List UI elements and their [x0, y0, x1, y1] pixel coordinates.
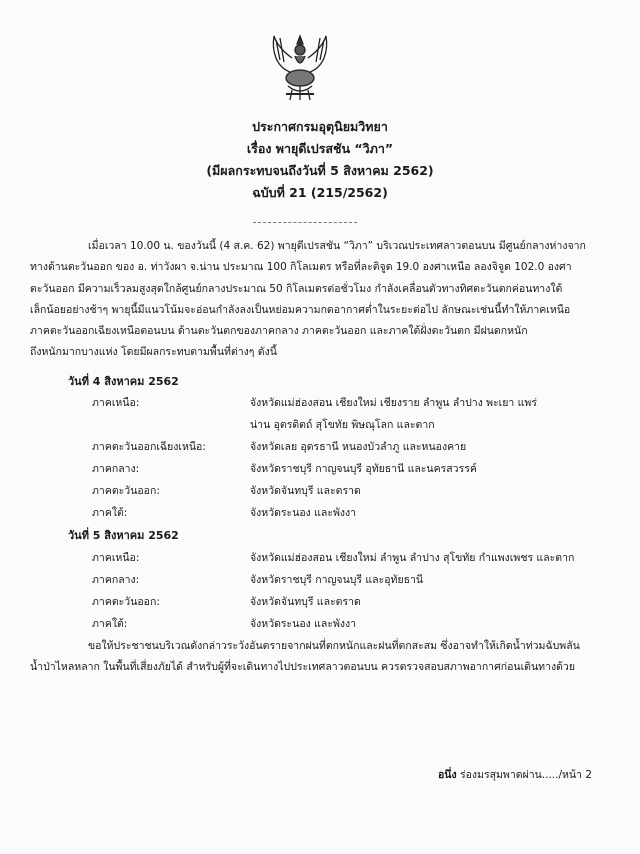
region-provinces: จังหวัดระนอง และพังงา — [250, 618, 357, 630]
region-provinces: จังหวัดระนอง และพังงา — [250, 507, 357, 519]
region-label: ภาคกลาง: — [92, 463, 140, 475]
region-row — [92, 482, 361, 499]
region-row — [92, 571, 423, 588]
region-provinces-continued: น่าน อุตรดิตถ์ สุโขทัย พิษณุโลก และตาก — [250, 419, 435, 431]
region-provinces: จังหวัดแม่ฮ่องสอน เชียงใหม่ ลำพูน ลำปาง สุโขทัย กำแพงเพชร และตาก — [250, 552, 575, 564]
intro-line: ทางด้านตะวันออก ของ อ. ท่าวังผา จ.น่าน ประมาณ 100 กิโลเมตร หรือที่ละติจูด 19.0 องศาเหนือ ลองจิจูด 102.0 องศา — [30, 261, 572, 274]
page-continuation-note — [438, 766, 592, 783]
region-label: ภาคตะวันออก: — [92, 596, 160, 608]
region-provinces: จังหวัดเลย อุดรธานี หนองบัวลำภู และหนองคาย — [250, 441, 467, 453]
agency-title: ประกาศกรมอุตุนิยมวิทยา — [252, 119, 388, 134]
region-label: ภาคตะวันออกเฉียงเหนือ: — [92, 441, 206, 453]
date-heading-day2: วันที่ 5 สิงหาคม 2562 — [68, 529, 179, 542]
issue-number: ฉบับที่ 21 (215/2562) — [252, 185, 388, 200]
region-row — [92, 615, 356, 632]
header-divider — [253, 222, 357, 223]
intro-line: ถึงหนักมากบางแห่ง โดยมีผลกระทบตามพื้นที่ต่างๆ ดังนี้ — [30, 346, 277, 359]
region-label: ภาคเหนือ: — [92, 397, 140, 409]
region-label: ภาคเหนือ: — [92, 552, 140, 564]
subject-line: เรื่อง พายุดีเปรสชัน “วิภา” — [246, 141, 394, 156]
region-provinces: จังหวัดจันทบุรี และตราด — [250, 485, 361, 497]
announcement-header — [0, 116, 640, 204]
region-provinces: จังหวัดจันทบุรี และตราด — [250, 596, 361, 608]
date-heading-day1: วันที่ 4 สิงหาคม 2562 — [68, 375, 179, 388]
warning-line: น้ำป่าไหลหลาก ในพื้นที่เสี่ยงภัยได้ สำหรับผู้ที่จะเดินทางไปประเทศลาวตอนบน ควรตรวจสอบสภาพอากาศก่อนเดินทางด้วย — [30, 661, 575, 674]
region-row — [92, 593, 361, 610]
intro-line: ภาคตะวันออกเฉียงเหนือตอนบน ด้านตะวันตกของภาคกลาง ภาคตะวันออก และภาคใต้ฝั่งตะวันตก มีฝนตกหนัก — [30, 325, 528, 338]
region-label: ภาคใต้: — [92, 618, 128, 630]
region-row — [92, 549, 574, 566]
garuda-emblem-icon — [262, 30, 338, 106]
intro-line: เล็กน้อยอย่างช้าๆ พายุนี้มีแนวโน้มจะอ่อนกำลังลงเป็นหย่อมความกดอากาศต่ำในระยะต่อไป ลักษณะเช่นนี้ทำให้ภาคเหนือ — [30, 303, 571, 316]
footer-bold-word: อนึ่ง — [438, 769, 457, 781]
region-label: ภาคตะวันออก: — [92, 485, 160, 497]
intro-line: เมื่อเวลา 10.00 น. ของวันนี้ (4 ส.ค. 62) พายุดีเปรสชัน “วิภา” บริเวณประเทศลาวตอนบน มีศูนย์กลางห่างจาก — [88, 240, 586, 252]
intro-line: ตะวันออก มีความเร็วลมสูงสุดใกล้ศูนย์กลางประมาณ 50 กิโลเมตรต่อชั่วโมง กำลังเคลื่อนตัวทางทิศตะวันตกค่อนทางใต้ — [30, 282, 563, 295]
region-label: ภาคกลาง: — [92, 574, 140, 586]
warning-line: ขอให้ประชาชนบริเวณดังกล่าวระวังอันตรายจากฝนที่ตกหนักและฝนที่ตกสะสม ซึ่งอาจทำให้เกิดน้ำท่วมฉับพลัน — [88, 640, 580, 652]
intro-paragraph — [30, 236, 620, 364]
warning-paragraph — [30, 636, 620, 679]
region-row — [92, 394, 537, 411]
region-provinces: จังหวัดราชบุรี กาญจนบุรี และอุทัยธานี — [250, 574, 424, 586]
effective-line: (มีผลกระทบจนถึงวันที่ 5 สิงหาคม 2562) — [206, 163, 434, 178]
region-row — [92, 438, 466, 455]
region-provinces: จังหวัดราชบุรี กาญจนบุรี อุทัยธานี และนครสวรรค์ — [250, 463, 477, 475]
region-row — [92, 460, 477, 477]
region-row — [92, 504, 356, 521]
region-provinces: จังหวัดแม่ฮ่องสอน เชียงใหม่ เชียงราย ลำพูน ลำปาง พะเยา แพร่ — [250, 397, 537, 409]
region-label: ภาคใต้: — [92, 507, 128, 519]
footer-text: ร่องมรสุมพาดผ่าน...../หน้า 2 — [456, 769, 593, 781]
